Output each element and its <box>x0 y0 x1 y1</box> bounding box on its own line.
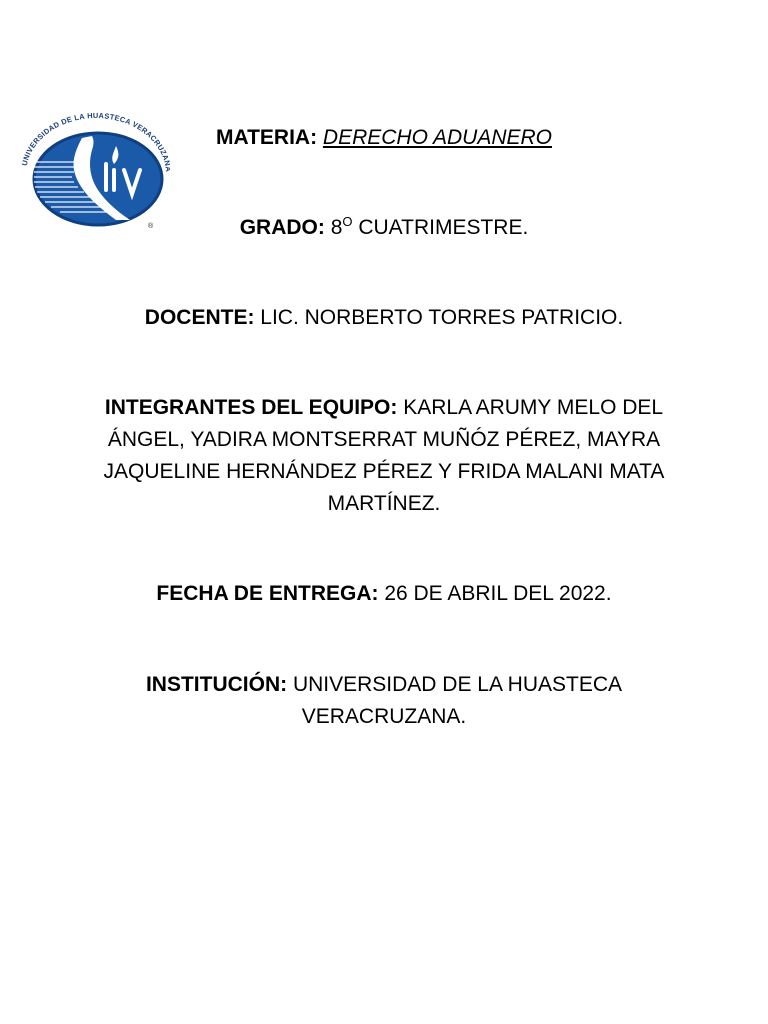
materia-label: MATERIA: <box>215 126 318 149</box>
integrantes-label: INTEGRANTES DEL EQUIPO: <box>104 396 398 419</box>
fecha-label: FECHA DE ENTREGA: <box>156 582 379 605</box>
integrantes-block <box>100 392 668 520</box>
grado-superscript: O <box>342 214 353 229</box>
docente-line <box>0 302 768 334</box>
logo-ring-text: UNIVERSIDAD DE LA HUASTECA VERACRUZA <box>20 110 170 167</box>
materia-value: DERECHO ADUANERO <box>322 126 553 149</box>
registered-mark: ® <box>148 223 154 230</box>
fecha-value: 26 DE ABRIL DEL 2022. <box>378 582 612 605</box>
docente-value: LIC. NORBERTO TORRES PATRICIO. <box>254 306 624 329</box>
grado-line <box>0 212 768 244</box>
integrantes-value: KARLA ARUMY MELO DEL ÁNGEL, YADIRA MONTSERRAT MUÑÓZ PÉREZ, MAYRA JAQUELINE HERNÁNDEZ PÉREZ Y FRIDA MALANI MATA MARTÍNEZ. <box>103 396 665 515</box>
grado-label: GRADO: <box>239 216 325 239</box>
fecha-line <box>0 578 768 610</box>
institucion-value: UNIVERSIDAD DE LA HUASTECA VERACRUZANA. <box>287 673 623 728</box>
materia-line <box>0 122 768 154</box>
institucion-label: INSTITUCIÓN: <box>145 673 288 696</box>
institucion-block <box>110 669 658 733</box>
grado-value: CUATRIMESTRE. <box>352 216 529 239</box>
grado-number: 8 <box>330 216 343 239</box>
docente-label: DOCENTE: <box>144 306 255 329</box>
